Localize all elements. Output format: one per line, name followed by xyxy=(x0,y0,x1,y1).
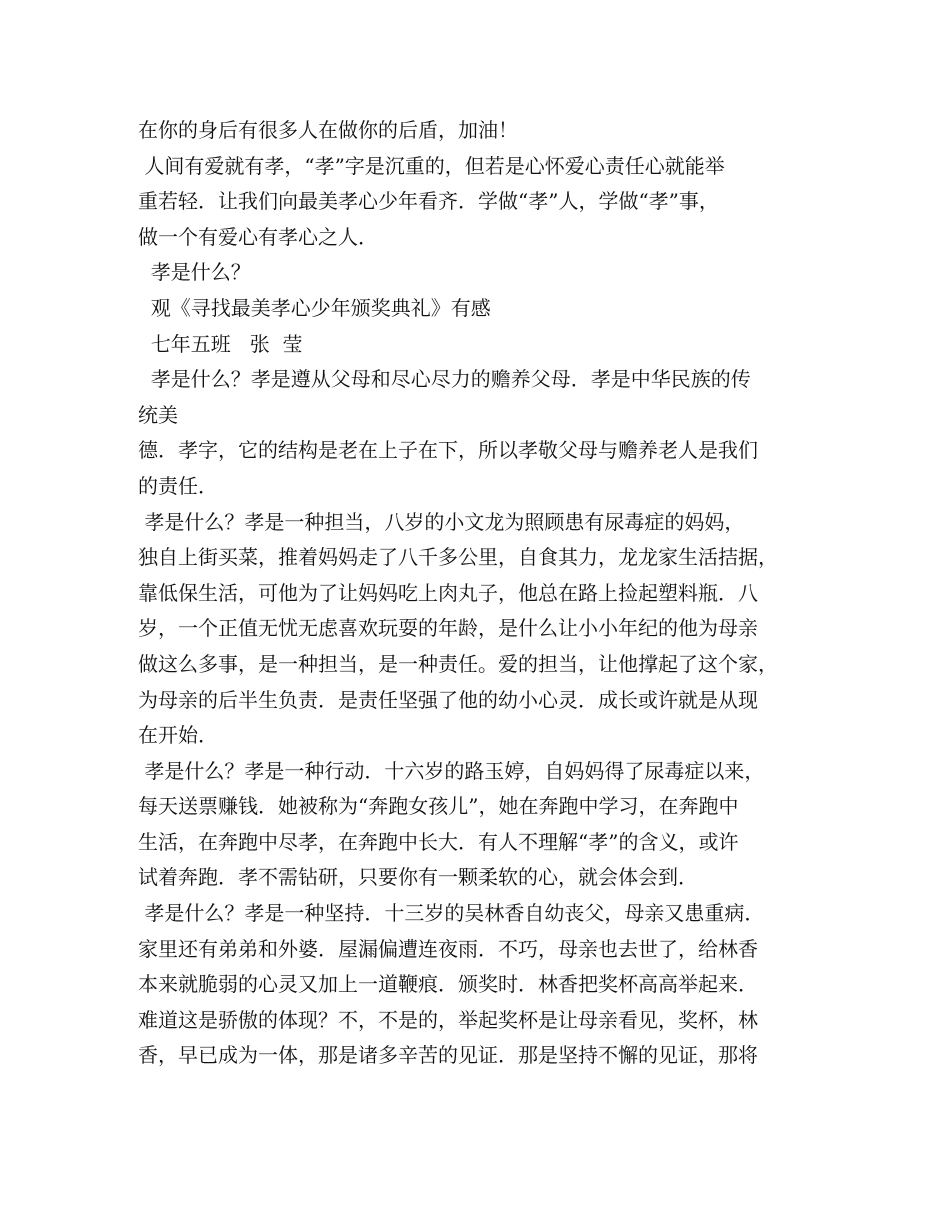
text-line: 家里还有弟弟和外婆．屋漏偏遭连夜雨．不巧，母亲也去世了，给林香 xyxy=(138,936,758,961)
section-title: 孝是什么？ xyxy=(138,260,251,285)
text-line: 孝是什么？孝是一种坚持．十三岁的吴林香自幼丧父，母亲又患重病． xyxy=(138,901,765,926)
text-line: 在开始． xyxy=(138,723,218,748)
text-line: 生活，在奔跑中尽孝，在奔跑中长大．有人不理解“孝”的含义，或许 xyxy=(138,829,739,854)
text-line: 难道这是骄傲的体现？不，不是的，举起奖杯是让母亲看见，奖杯，林 xyxy=(138,1007,758,1032)
text-line: 做一个有爱心有孝心之人． xyxy=(138,224,378,249)
text-line: 重若轻．让我们向最美孝心少年看齐．学做“孝”人，学做“孝”事， xyxy=(138,189,719,214)
text-line: 靠低保生活，可他为了让妈妈吃上肉丸子，他总在路上捡起塑料瓶．八 xyxy=(138,580,758,605)
text-line: 孝是什么？孝是一种担当，八岁的小文龙为照顾患有尿毒症的妈妈， xyxy=(138,509,745,534)
body-text xyxy=(138,113,838,1074)
text-line: 香，早已成为一体，那是诸多辛苦的见证．那是坚持不懈的见证，那将 xyxy=(138,1043,758,1068)
text-line: 人间有爱就有孝，“孝”字是沉重的，但若是心怀爱心责任心就能举 xyxy=(138,153,725,178)
text-line: 试着奔跑．孝不需钻研，只要你有一颗柔软的心，就会体会到． xyxy=(138,865,698,890)
text-line: 为母亲的后半生负责．是责任坚强了他的幼小心灵．成长或许就是从现 xyxy=(138,687,758,712)
text-line: 在你的身后有很多人在做你的后盾，加油！ xyxy=(138,118,518,142)
essay-subtitle: 观《寻找最美孝心少年颁奖典礼》有感 xyxy=(138,295,491,320)
text-line: 德．孝字，它的结构是老在上子在下，所以孝敬父母与赡养老人是我们 xyxy=(138,438,758,463)
text-line: 做这么多事，是一种担当，是一种责任。爱的担当，让他撑起了这个家， xyxy=(138,651,778,676)
text-line: 孝是什么？孝是一种行动．十六岁的路玉婷，自妈妈得了尿毒症以来， xyxy=(138,758,765,783)
text-line: 统美 xyxy=(138,402,178,427)
author-line: 七年五班 张 莹 xyxy=(138,331,303,356)
text-line: 独自上街买菜，推着妈妈走了八千多公里，自食其力，龙龙家生活拮据， xyxy=(138,545,778,570)
text-line: 孝是什么？孝是遵从父母和尽心尽力的赡养父母．孝是中华民族的传 xyxy=(138,367,751,392)
text-line: 的责任． xyxy=(138,473,218,498)
text-line: 岁，一个正值无忧无虑喜欢玩耍的年龄，是什么让小小年纪的他为母亲 xyxy=(138,616,758,641)
text-line: 每天送票赚钱．她被称为“奔跑女孩儿”，她在奔跑中学习，在奔跑中 xyxy=(138,794,739,819)
text-line: 本来就脆弱的心灵又加上一道鞭痕．颁奖时．林香把奖杯高高举起来． xyxy=(138,972,758,997)
